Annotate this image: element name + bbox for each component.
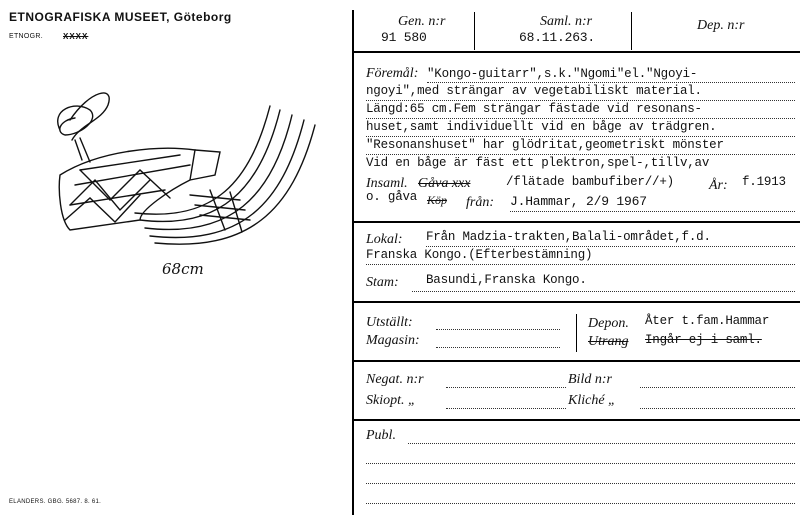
insaml-overlay: o. gåva bbox=[366, 190, 418, 204]
negat-label: Negat. n:r bbox=[366, 372, 424, 387]
storage-rule bbox=[354, 360, 800, 362]
lokal-line-1: Från Madzia-trakten,Balali-området,f.d. bbox=[426, 230, 711, 244]
top-rule bbox=[354, 51, 800, 53]
insaml-struck: Gåva xxx bbox=[418, 176, 471, 191]
top-sep-1 bbox=[474, 12, 475, 50]
etnogr-value: XXXX bbox=[63, 32, 89, 41]
saml-value: 68.11.263. bbox=[519, 30, 596, 45]
top-sep-2 bbox=[631, 12, 632, 50]
saml-label: Saml. n:r bbox=[540, 14, 593, 29]
ar-value: f.1913 bbox=[742, 175, 786, 189]
publ-label: Publ. bbox=[366, 428, 396, 443]
bild-label: Bild n:r bbox=[568, 372, 612, 387]
insaml-rule bbox=[354, 221, 800, 223]
utstallt-label: Utställt: bbox=[366, 315, 413, 330]
foremal-label: Föremål: bbox=[366, 66, 419, 81]
ar-label: År: bbox=[709, 178, 728, 193]
utrangerat-label: Utrang bbox=[588, 334, 629, 349]
insaml-label: Insaml. bbox=[366, 176, 408, 191]
fran-label: från: bbox=[466, 195, 494, 210]
card-divider bbox=[352, 10, 354, 515]
foremal-line-4: huset,samt individuellt vid en båge av trädgren. bbox=[366, 120, 717, 134]
dep-label: Dep. n:r bbox=[697, 18, 745, 33]
lokal-line-2: Franska Kongo.(Efterbestämning) bbox=[366, 248, 593, 262]
cliche-label: Kliché „ bbox=[568, 393, 616, 408]
foremal-line-3: Längd:65 cm.Fem strängar fästade vid resonans- bbox=[366, 102, 702, 116]
skiopt-label: Skiopt. „ bbox=[366, 393, 416, 408]
stam-label: Stam: bbox=[366, 275, 399, 290]
foremal-line-5: "Resonanshuset" har glödritat,geometriskt mönster bbox=[366, 138, 724, 152]
insaml-text: /flätade bambufiber//+) bbox=[506, 175, 674, 189]
gen-label: Gen. n:r bbox=[398, 14, 446, 29]
foremal-line-6: Vid en båge är fäst ett plektron,spel-,tillv,av bbox=[366, 156, 710, 170]
depon-value: Åter t.fam.Hammar bbox=[645, 314, 770, 328]
fran-value: J.Hammar, 2/9 1967 bbox=[510, 194, 647, 209]
foremal-line-1: "Kongo-guitarr",s.k."Ngomi"el."Ngoyi- bbox=[427, 67, 698, 81]
lokal-label: Lokal: bbox=[366, 232, 403, 247]
gen-value: 91 580 bbox=[381, 30, 427, 45]
museum-header: ETNOGRAFISKA MUSEET, Göteborg bbox=[9, 10, 232, 24]
etnogr-label: ETNOGR. bbox=[9, 33, 43, 40]
stam-value: Basundi,Franska Kongo. bbox=[426, 273, 587, 287]
depon-label: Depon. bbox=[588, 316, 629, 331]
foremal-line-2: ngoyi",med strängar av vegetabiliskt material. bbox=[366, 84, 702, 98]
magasin-label: Magasin: bbox=[366, 333, 420, 348]
stam-rule bbox=[354, 301, 800, 303]
kop-label: Köp bbox=[427, 193, 448, 207]
printer-mark: ELANDERS. GBG. 5687. 8. 61. bbox=[9, 499, 102, 505]
utrangerat-struck: Ingår ej i saml. bbox=[645, 333, 762, 347]
length-note: 68cm bbox=[162, 260, 204, 278]
guitar-sketch bbox=[20, 80, 320, 270]
photo-rule bbox=[354, 419, 800, 421]
storage-sep bbox=[576, 314, 577, 352]
